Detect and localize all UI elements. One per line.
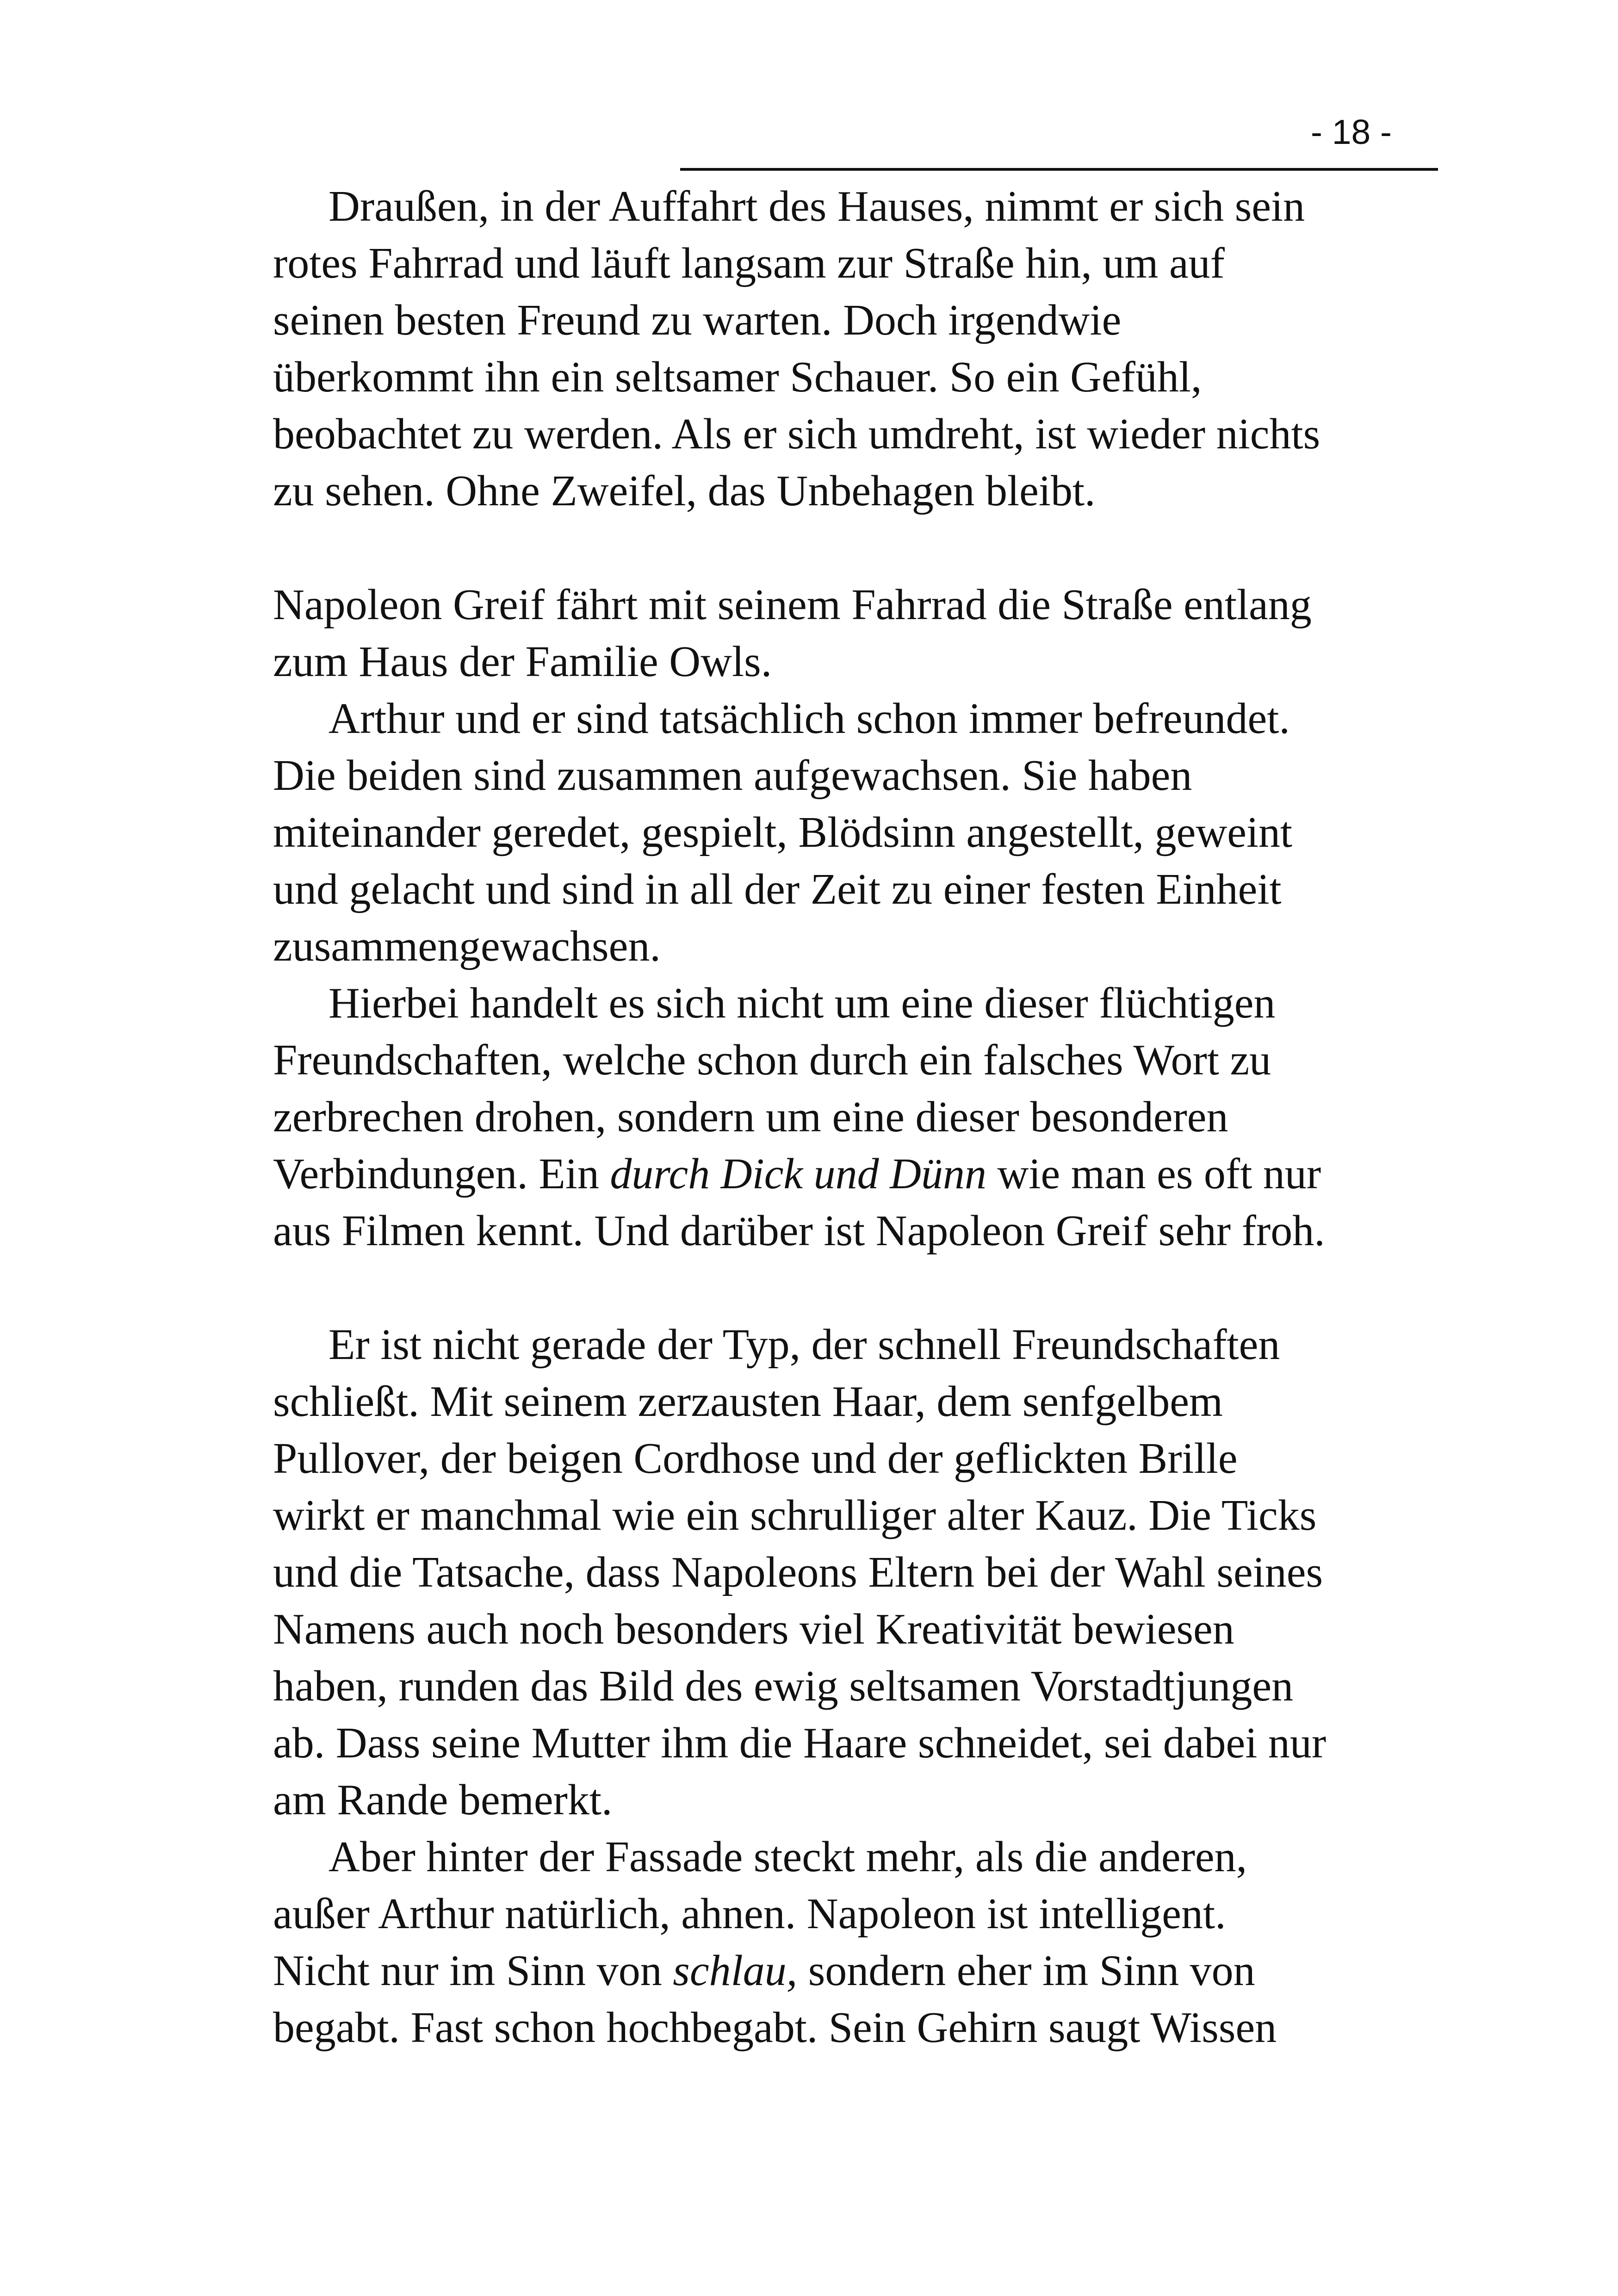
- text-line: Verbindungen. Ein durch Dick und Dünn wie man es oft nur: [273, 1150, 1321, 1198]
- text-line: schließt. Mit seinem zerzausten Haar, dem senfgelbem: [273, 1378, 1223, 1426]
- paragraph: [273, 1316, 1420, 1829]
- text-line: Hierbei handelt es sich nicht um eine dieser flüchtigen: [329, 979, 1276, 1027]
- text-line: wirkt er manchmal wie ein schrulliger alter Kauz. Die Ticks: [273, 1491, 1317, 1539]
- text-line: zerbrechen drohen, sondern um eine dieser besonderen: [273, 1093, 1228, 1141]
- body-text: [273, 178, 1420, 2056]
- page-number: - 18 -: [1310, 112, 1392, 151]
- text-line: beobachtet zu werden. Als er sich umdreht, ist wieder nichts: [273, 410, 1320, 458]
- text-line: Aber hinter der Fassade steckt mehr, als die anderen,: [329, 1833, 1247, 1881]
- italic-text: durch Dick und Dünn: [610, 1150, 987, 1198]
- text-line: zu sehen. Ohne Zweifel, das Unbehagen bleibt.: [273, 467, 1096, 515]
- page-header: [680, 109, 1438, 176]
- paragraph: [273, 690, 1420, 975]
- italic-text: schlau,: [673, 1947, 798, 1995]
- text-line: Draußen, in der Auffahrt des Hauses, nimmt er sich sein: [329, 182, 1305, 230]
- text-line: Die beiden sind zusammen aufgewachsen. Sie haben: [273, 751, 1192, 800]
- text-line: miteinander geredet, gespielt, Blödsinn angestellt, geweint: [273, 808, 1293, 856]
- text-line: außer Arthur natürlich, ahnen. Napoleon ist intelligent.: [273, 1890, 1226, 1938]
- text-line: Pullover, der beigen Cordhose und der geflickten Brille: [273, 1434, 1238, 1483]
- paragraph: [273, 975, 1420, 1260]
- paragraph: [273, 577, 1420, 690]
- text-line: Napoleon Greif fährt mit seinem Fahrrad die Straße entlang: [273, 581, 1312, 629]
- text-line: Arthur und er sind tatsächlich schon immer befreundet.: [329, 695, 1290, 743]
- text-line: und die Tatsache, dass Napoleons Eltern bei der Wahl seines: [273, 1548, 1323, 1596]
- text-line: Namens auch noch besonders viel Kreativität bewiesen: [273, 1605, 1234, 1653]
- text-line: rotes Fahrrad und läuft langsam zur Straße hin, um auf: [273, 239, 1225, 287]
- text-line: Er ist nicht gerade der Typ, der schnell Freundschaften: [329, 1321, 1280, 1369]
- text-line: haben, runden das Bild des ewig seltsamen Vorstadtjungen: [273, 1662, 1294, 1710]
- header-rule: [680, 168, 1438, 171]
- text-line: Freundschaften, welche schon durch ein falsches Wort zu: [273, 1036, 1271, 1084]
- text-line: seinen besten Freund zu warten. Doch irgendwie: [273, 296, 1122, 344]
- text-line: überkommt ihn ein seltsamer Schauer. So ein Gefühl,: [273, 353, 1202, 401]
- text-line: ab. Dass seine Mutter ihm die Haare schneidet, sei dabei nur: [273, 1719, 1327, 1767]
- text-line: Nicht nur im Sinn von schlau, sondern eher im Sinn von: [273, 1947, 1255, 1995]
- text-line: am Rande bemerkt.: [273, 1776, 613, 1824]
- text-line: zum Haus der Familie Owls.: [273, 638, 772, 686]
- paragraph: [273, 1829, 1420, 2056]
- text-line: begabt. Fast schon hochbegabt. Sein Gehirn saugt Wissen: [273, 2004, 1277, 2052]
- text-line: aus Filmen kennt. Und darüber ist Napoleon Greif sehr froh.: [273, 1207, 1325, 1255]
- text-line: zusammengewachsen.: [273, 922, 661, 970]
- text-line: und gelacht und sind in all der Zeit zu einer festen Einheit: [273, 865, 1282, 913]
- paragraph: [273, 178, 1420, 520]
